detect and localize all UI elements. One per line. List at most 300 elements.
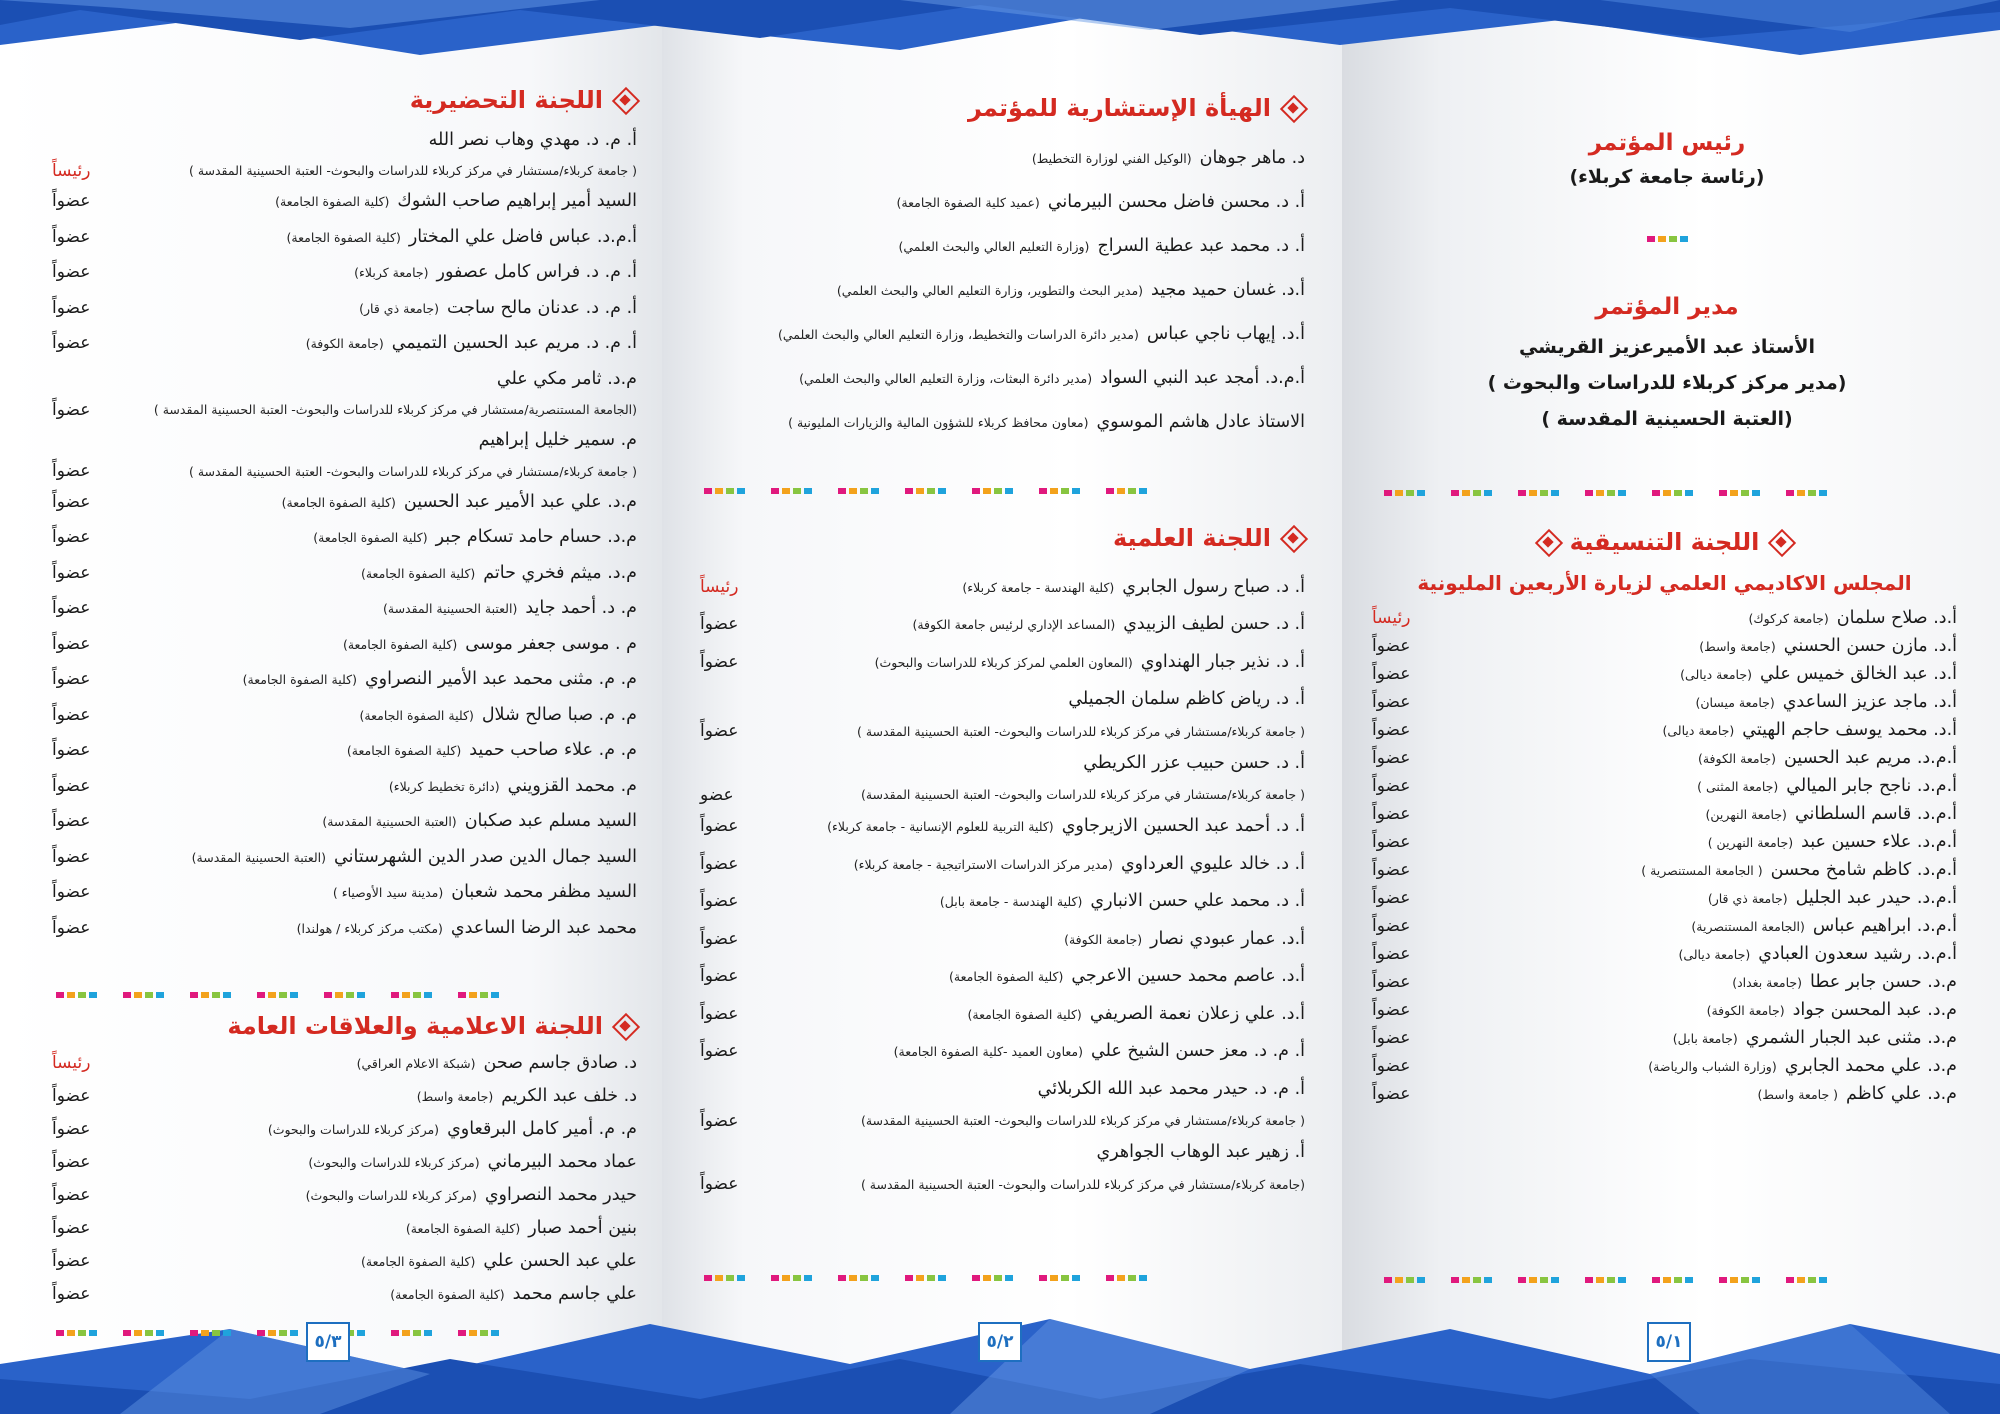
member-affiliation: (جامعة الكوفة) <box>1697 751 1776 766</box>
member-name: أ. د. محمد علي حسن الانباري <box>1090 891 1305 912</box>
member-row <box>1372 912 1957 940</box>
member-info <box>1748 608 1957 628</box>
member-affiliation: (مدير دائرة الدراسات والتخطيط، وزارة التعليم العالي والبحث العلمي) <box>777 327 1139 342</box>
dot-group <box>972 488 1013 494</box>
member-role: عضواً <box>52 399 91 420</box>
member-affiliation: (العتبة الحسينية المقدسة) <box>383 601 518 617</box>
prep-heading <box>52 80 637 120</box>
member-name: أ. زهير عبد الوهاب الجواهري <box>1096 1142 1305 1163</box>
member-row <box>52 423 637 459</box>
separator-dots-panel3-a <box>56 990 636 1000</box>
member-name: أ. د. رياض كاظم سلمان الجميلي <box>1068 689 1305 710</box>
page-number-2: ٥/٢ <box>978 1322 1022 1362</box>
member-affiliation: (كلية الصفوة الجامعة) <box>361 1253 476 1269</box>
member-affiliation: (مركز كربلاء للدراسات والبحوث) <box>305 1187 477 1203</box>
member-row <box>52 1211 637 1244</box>
member-info <box>1695 692 1957 712</box>
member-row <box>700 400 1305 444</box>
president-subtitle: (رئاسة جامعة كربلاء) <box>1569 166 1765 188</box>
member-info <box>949 966 1305 986</box>
coord-members-list <box>1372 604 1957 1108</box>
member-info <box>1089 1142 1305 1162</box>
member-name: السيد مظفر محمد شعبان <box>451 882 637 903</box>
dot-group <box>1039 488 1080 494</box>
member-info <box>1064 929 1305 949</box>
member-row <box>1372 884 1957 912</box>
member-name: أ. د. أحمد عبد الحسين الازيرجاوي <box>1061 816 1305 837</box>
member-role: عضواً <box>52 1118 91 1139</box>
member-role: عضواً <box>700 1174 739 1194</box>
member-row <box>1372 1052 1957 1080</box>
member-info <box>968 1004 1306 1024</box>
member-info <box>306 1185 637 1205</box>
member-affiliation: (جامعة ديالى) <box>1662 723 1735 738</box>
member-info <box>1075 753 1305 773</box>
member-affiliation: (العتبة الحسينية المقدسة) <box>322 814 457 830</box>
member-affiliation: (معاون العميد -كلية الصفوة الجامعة) <box>893 1044 1084 1060</box>
member-role: عضواً <box>1372 888 1411 908</box>
member-role: عضواً <box>700 614 739 635</box>
member-info <box>343 634 637 654</box>
dot-group <box>257 1330 298 1336</box>
member-affiliation: (دائرة تخطيط كربلاء) <box>388 778 500 794</box>
member-info <box>361 563 637 583</box>
member-role: عضواً <box>700 1041 739 1062</box>
diamond-icon <box>613 1014 637 1038</box>
member-affiliation: (جامعة بغداد) <box>1732 975 1802 990</box>
page-number-1: ٥/١ <box>1647 1322 1691 1362</box>
member-info <box>1663 720 1958 740</box>
dot-group <box>1585 490 1626 496</box>
member-row <box>52 910 637 946</box>
member-role: عضواً <box>1372 636 1411 656</box>
member-role: عضواً <box>52 1151 91 1172</box>
member-info <box>1707 1000 1957 1020</box>
member-role: عضواً <box>1372 720 1411 740</box>
member-info <box>1680 664 1957 684</box>
member-info <box>333 882 637 902</box>
scientific-heading <box>700 518 1305 558</box>
member-role: عضواً <box>52 704 91 725</box>
member-row <box>700 312 1305 356</box>
member-role: عضواً <box>52 882 91 903</box>
member-affiliation: (جامعة الكوفة) <box>305 336 384 352</box>
member-role: عضواً <box>52 1283 91 1304</box>
member-info <box>1697 776 1957 796</box>
member-info <box>1708 888 1957 908</box>
member-name: م. د. أحمد جايد <box>525 598 637 619</box>
member-info <box>1758 1084 1957 1104</box>
member-name: م.د. علي عبد الأمير عبد الحسين <box>403 491 637 512</box>
member-row <box>700 1033 1305 1071</box>
prep-committee <box>52 80 637 946</box>
member-row <box>700 1134 1305 1172</box>
member-row <box>52 1046 637 1079</box>
member-row <box>52 626 637 662</box>
member-row <box>52 361 637 397</box>
member-row <box>1372 996 1957 1024</box>
dot-group <box>56 992 97 998</box>
member-role: عضواً <box>1372 832 1411 852</box>
member-role: عضواً <box>52 811 91 832</box>
member-affiliation: (كلية الصفوة الجامعة) <box>390 1286 505 1302</box>
member-name: علي جاسم محمد <box>512 1283 637 1304</box>
member-affiliation: (كلية الهندسة - جامعة بابل) <box>939 894 1083 910</box>
member-role: عضواً <box>1372 776 1411 796</box>
member-row <box>1372 744 1957 772</box>
member-name: م.د. ميثم فخري حاتم <box>483 562 637 583</box>
member-name: محمد عبد الرضا الساعدي <box>450 917 637 938</box>
member-row <box>52 768 637 804</box>
member-role: عضواً <box>1372 1000 1411 1020</box>
member-row <box>52 484 637 520</box>
member-role: عضواً <box>52 1250 91 1271</box>
prep-heading-text: اللجنة التحضيرية <box>409 86 603 114</box>
member-info <box>1060 689 1305 709</box>
member-info <box>322 811 637 831</box>
member-name: د. صادق جاسم صحن <box>483 1052 637 1073</box>
member-role: عضواً <box>52 1085 91 1106</box>
coord-heading-text: اللجنة التنسيقية <box>1569 528 1760 556</box>
member-name: عماد محمد البيرماني <box>487 1151 637 1172</box>
member-row <box>700 356 1305 400</box>
advisory-board <box>700 88 1305 444</box>
member-affiliation: (كلية الصفوة الجامعة) <box>359 707 474 723</box>
media-heading <box>52 1006 637 1046</box>
advisory-heading-text: الهيأة الإستشارية للمؤتمر <box>967 94 1271 122</box>
member-affiliation: (مركز كربلاء للدراسات والبحوث) <box>308 1154 480 1170</box>
member-role: عضواً <box>1372 944 1411 964</box>
member-row <box>1372 632 1957 660</box>
color-dots <box>704 1273 1304 1283</box>
member-row <box>1372 772 1957 800</box>
member-row <box>1372 1024 1957 1052</box>
director-role: (مدير مركز كربلاء للدراسات والبحوث ) <box>1487 372 1847 394</box>
color-dots <box>56 990 636 1000</box>
dot-group <box>905 1275 946 1281</box>
member-row <box>700 268 1305 312</box>
member-info <box>1706 804 1957 824</box>
coord-subheading: المجلس الاكاديمي العلمي لزيارة الأربعين المليونية <box>1417 571 1912 595</box>
member-role: عضواً <box>52 775 91 796</box>
member-name: م.د. مثنى عبد الجبار الشمري <box>1745 1028 1957 1048</box>
member-row <box>1372 1080 1957 1108</box>
member-affiliation: (كلية الهندسة - جامعة كربلاء) <box>962 579 1115 595</box>
member-row <box>700 136 1305 180</box>
member-name: أ.د. عاصم محمد حسين الاعرجي <box>1071 966 1305 987</box>
member-info <box>421 130 637 150</box>
dot-group <box>771 488 812 494</box>
member-role: عضواً <box>1372 664 1411 684</box>
member-role: رئيساً <box>1372 608 1411 628</box>
member-role: عضواً <box>1372 804 1411 824</box>
member-name: أ. د. خالد عليوي العرداوي <box>1120 853 1305 874</box>
member-affiliation: (جامعة النهرين) <box>1705 807 1787 822</box>
member-info <box>1732 972 1957 992</box>
member-affiliation: (كلية الصفوة الجامعة) <box>342 636 458 652</box>
member-role: عضواً <box>1372 692 1411 712</box>
member-role: عضواً <box>1372 972 1411 992</box>
dot-group <box>1518 490 1559 496</box>
dot-group <box>1719 1277 1760 1283</box>
member-role: عضواً <box>52 740 91 761</box>
member-role: عضواً <box>52 633 91 654</box>
diamond-icon <box>1536 530 1560 554</box>
member-info <box>489 369 637 389</box>
member-row <box>700 744 1305 782</box>
media-heading-text: اللجنة الاعلامية والعلاقات العامة <box>227 1012 603 1040</box>
dot-group <box>123 1330 164 1336</box>
member-affiliation: (كلية الصفوة الجامعة) <box>275 194 390 210</box>
member-role: عضو <box>700 784 734 805</box>
dot-group <box>1106 488 1147 494</box>
member-role: رئيساً <box>52 1052 91 1073</box>
member-role: عضواً <box>1372 748 1411 768</box>
dot-group <box>1585 1277 1626 1283</box>
member-affiliation: (جامعة كركوك) <box>1748 611 1829 626</box>
member-row <box>52 555 637 591</box>
member-role: عضواً <box>52 527 91 548</box>
member-role: رئيساً <box>700 576 739 597</box>
member-affiliation: (شبكة الاعلام العراقي) <box>356 1055 476 1071</box>
director-org: (العتبة الحسينية المقدسة ) <box>1541 408 1793 430</box>
dot-group <box>1786 490 1827 496</box>
member-name: أ. م. د. حيدر محمد عبد الله الكربلائي <box>1037 1078 1305 1099</box>
member-info <box>962 577 1305 597</box>
member-name: م. م. علاء صاحب حميد <box>469 740 637 761</box>
member-row <box>52 184 637 220</box>
member-row <box>700 995 1305 1033</box>
member-name: بنين أحمد صبار <box>528 1217 637 1238</box>
member-row <box>1372 660 1957 688</box>
member-name: أ.م.د. عباس فاضل علي المختار <box>408 226 637 247</box>
member-name: أ.د. ماجد عزيز الساعدي <box>1782 692 1957 712</box>
member-info <box>1673 1028 1957 1048</box>
member-info <box>354 262 637 282</box>
member-info <box>361 1251 637 1271</box>
separator-dots-panel1-a <box>1384 488 1950 498</box>
member-name: الاستاذ عادل هاشم الموسوي <box>1096 412 1305 432</box>
member-affiliation: (كلية الصفوة الجامعة) <box>949 969 1064 985</box>
member-row <box>52 219 637 255</box>
member-row <box>52 326 637 362</box>
member-role: عضواً <box>700 1110 739 1131</box>
member-affiliation: ( جامعة كربلاء/مستشار في مركز كربلاء للدراسات والبحوث- العتبة الحسينية المقدسة) <box>860 1113 1305 1128</box>
member-name: السيد مسلم عبد صكبان <box>464 811 637 832</box>
member-name: حيدر محمد النصراوي <box>484 1184 637 1205</box>
member-role: عضواً <box>1372 1084 1411 1104</box>
member-affiliation: (وزارة التعليم العالي والبحث العلمي) <box>898 239 1090 254</box>
member-name: م . موسى جعفر موسى <box>465 633 637 654</box>
member-name: م. م. صبا صالح شلال <box>481 704 637 725</box>
member-affiliation: ( جامعة واسط) <box>1757 1087 1839 1102</box>
member-info <box>390 1284 637 1304</box>
member-affiliation: (كلية الصفوة الجامعة) <box>967 1006 1082 1022</box>
president-section <box>1372 130 1962 246</box>
member-info <box>898 236 1305 256</box>
member-role: عضواً <box>52 491 91 512</box>
member-info <box>347 740 637 760</box>
member-role: عضواً <box>52 333 91 354</box>
member-role: رئيساً <box>52 160 91 181</box>
member-affiliation-row <box>52 397 637 423</box>
member-info <box>854 854 1305 874</box>
member-info <box>894 1041 1305 1061</box>
member-row <box>1372 800 1957 828</box>
member-affiliation: (جامعة واسط) <box>416 1088 494 1104</box>
page-number-3: ٥/٣ <box>306 1322 350 1362</box>
member-info <box>313 527 637 547</box>
member-info <box>359 298 637 318</box>
member-info <box>275 191 637 211</box>
member-affiliation: (مدينة سيد الأوصياء ) <box>332 885 444 901</box>
member-row <box>52 255 637 291</box>
member-name: م. محمد القزويني <box>507 775 637 796</box>
member-name: د. ماهر جوهان <box>1199 148 1305 168</box>
member-info <box>799 368 1305 388</box>
member-role: عضواً <box>1372 1028 1411 1048</box>
member-row <box>1372 940 1957 968</box>
member-affiliation: (جامعة كربلاء/مستشار في مركز كربلاء للدراسات والبحوث- العتبة الحسينية المقدسة ) <box>860 1176 1305 1192</box>
prep-members-list <box>52 122 637 946</box>
member-row <box>700 681 1305 719</box>
member-role: عضواً <box>1372 916 1411 936</box>
member-info <box>778 324 1305 344</box>
member-name: أ. د. نذير جبار الهنداوي <box>1140 651 1305 672</box>
member-role: عضواً <box>52 846 91 867</box>
member-affiliation-row <box>700 782 1305 808</box>
member-affiliation-row <box>52 458 637 484</box>
member-affiliation: (كلية الصفوة الجامعة) <box>360 565 476 581</box>
member-name: م.د. علي محمد الجابري <box>1784 1056 1957 1076</box>
member-name: م.د. حسن جابر عطا <box>1810 972 1957 992</box>
member-name: م.د. ثامر مكي علي <box>496 368 637 389</box>
member-name: أ.م.د. قاسم السلطاني <box>1794 804 1957 824</box>
panel1-content <box>1372 130 1962 444</box>
member-name: أ.م.د. كاظم شامخ محسن <box>1770 860 1957 880</box>
member-affiliation: (جامعة ذي قار) <box>1707 891 1788 906</box>
member-info <box>875 652 1305 672</box>
member-affiliation: (الجامعة المستنصرية/مستشار في مركز كربلاء للدراسات والبحوث- العتبة الحسينية المقدسة ) <box>153 402 637 417</box>
member-name: م.د. عبد المحسن جواد <box>1792 1000 1957 1020</box>
member-info <box>287 227 637 247</box>
dot-group <box>123 992 164 998</box>
director-section <box>1372 294 1962 444</box>
member-info <box>1030 1079 1305 1099</box>
member-affiliation: (المساعد الإداري لرئيس جامعة الكوفة) <box>912 617 1116 633</box>
color-dots <box>704 486 1304 496</box>
member-row <box>700 883 1305 921</box>
member-affiliation: ( جامعة كربلاء/مستشار في مركز كربلاء للدراسات والبحوث- العتبة الحسينية المقدسة ) <box>188 163 637 178</box>
member-affiliation: (جامعة ذي قار) <box>359 300 439 316</box>
member-info <box>1698 748 1957 768</box>
member-affiliation: (مركز كربلاء للدراسات والبحوث) <box>267 1121 440 1137</box>
member-info <box>389 776 637 796</box>
member-name: م. م. أمير كامل البرقعاوي <box>447 1118 637 1139</box>
member-name: م.د. علي كاظم <box>1846 1084 1957 1104</box>
member-role: عضواً <box>1372 860 1411 880</box>
member-name: أ. م. د. مهدي وهاب نصر الله <box>428 129 637 150</box>
member-name: أ.د. صلاح سلمان <box>1836 608 1957 628</box>
member-affiliation: (جامعة الكوفة) <box>1064 931 1143 947</box>
dot-group <box>56 1330 97 1336</box>
member-info <box>1032 148 1305 168</box>
member-row <box>700 808 1305 846</box>
member-info <box>282 492 637 512</box>
member-role: عضواً <box>52 297 91 318</box>
member-affiliation: (كلية الصفوة الجامعة) <box>405 1220 521 1236</box>
member-info <box>1678 944 1957 964</box>
member-name: د. خلف عبد الكريم <box>501 1085 637 1106</box>
member-name: أ.م.د. أمجد عبد النبي السواد <box>1100 368 1305 388</box>
member-affiliation: ( الجامعة المستنصرية ) <box>1641 863 1763 878</box>
member-name: أ. م. د. مريم عبد الحسين التميمي <box>391 333 637 354</box>
member-affiliation: (كلية الصفوة الجامعة) <box>286 229 401 245</box>
member-role: عضواً <box>52 562 91 583</box>
dot-group <box>1384 1277 1425 1283</box>
separator-dots-panel1-b <box>1384 1275 1950 1285</box>
member-name: أ.د. غسان حميد مجيد <box>1151 280 1305 300</box>
member-affiliation: (عميد كلية الصفوة الجامعة) <box>896 195 1040 210</box>
member-info <box>357 1053 637 1073</box>
member-info <box>471 430 637 450</box>
member-row <box>52 875 637 911</box>
member-affiliation: (مدير البحث والتطوير، وزارة التعليم العالي والبحث العلمي) <box>836 283 1144 298</box>
director-title: مدير المؤتمر <box>1595 294 1739 320</box>
member-role: عضواً <box>700 816 739 837</box>
member-role: عضواً <box>700 651 739 672</box>
diamond-icon <box>1281 96 1305 120</box>
color-dots <box>1384 488 1950 498</box>
dot-group <box>771 1275 812 1281</box>
member-affiliation: (كلية الصفوة الجامعة) <box>313 530 428 546</box>
media-committee <box>52 1006 637 1310</box>
member-name: أ. د. حسن حبيب عزر الكريطي <box>1083 752 1305 773</box>
member-role: عضواً <box>52 669 91 690</box>
member-name: أ.د. مازن حسن الحسني <box>1783 636 1957 656</box>
member-affiliation-row <box>700 718 1305 744</box>
member-row <box>52 662 637 698</box>
dot-group <box>1451 490 1492 496</box>
member-row <box>1372 968 1957 996</box>
member-affiliation: ( جامعة كربلاء/مستشار في مركز كربلاء للدراسات والبحوث- العتبة الحسينية المقدسة ) <box>188 463 637 479</box>
member-row <box>1372 604 1957 632</box>
member-info <box>827 816 1305 836</box>
advisory-heading <box>700 88 1305 128</box>
member-role: عضواً <box>52 917 91 938</box>
member-row <box>52 733 637 769</box>
dot-group <box>458 992 499 998</box>
member-role: عضواً <box>700 928 739 949</box>
dot-group <box>1652 490 1693 496</box>
dot-group <box>905 488 946 494</box>
member-affiliation-row <box>52 158 637 184</box>
color-dots <box>1384 1275 1950 1285</box>
member-name: أ. د. محسن فاضل محسن البيرماني <box>1047 192 1305 212</box>
member-row <box>1372 828 1957 856</box>
member-role: عضواً <box>52 1184 91 1205</box>
diamond-icon <box>1769 530 1793 554</box>
member-role: عضواً <box>700 891 739 912</box>
member-role: عضواً <box>52 226 91 247</box>
dot-group <box>190 992 231 998</box>
member-row <box>1372 688 1957 716</box>
advisory-members-list <box>700 136 1305 444</box>
scientific-heading-text: اللجنة العلمية <box>1112 524 1271 552</box>
member-affiliation: (كلية الصفوة الجامعة) <box>346 743 462 759</box>
member-row <box>52 1244 637 1277</box>
member-name: أ. د. صباح رسول الجابري <box>1122 576 1305 597</box>
